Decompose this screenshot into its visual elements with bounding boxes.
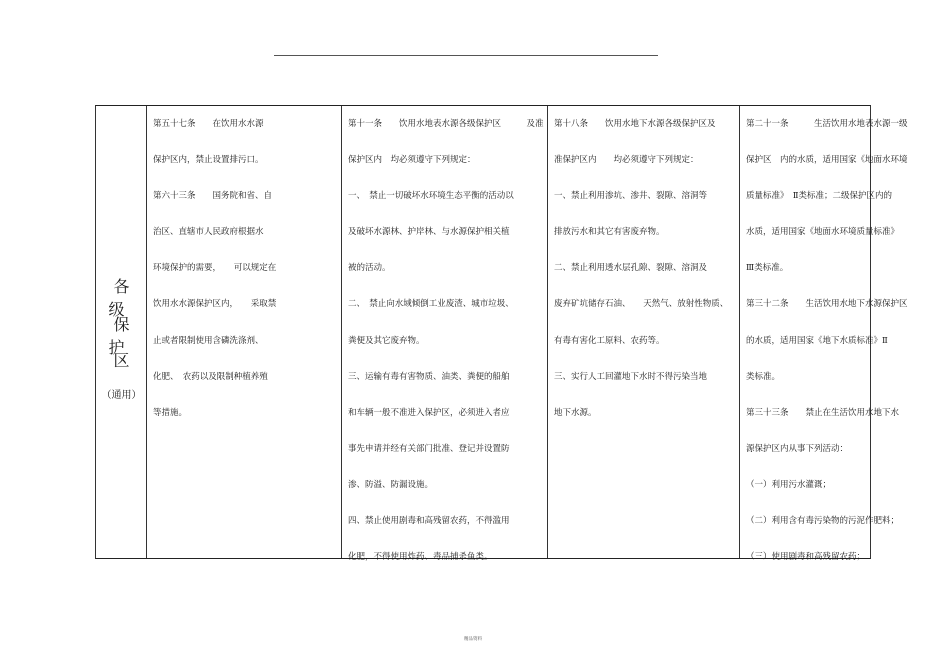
page-footer: 精品资料: [464, 637, 482, 642]
text-line: （三）使用剧毒和高残留农药；: [746, 552, 866, 563]
text-line: 环境保护的需要， 可以规定在: [153, 263, 277, 274]
text-line: （一）利用污水灌溉；: [746, 479, 832, 490]
text-line: 四、禁止使用剧毒和高残留农药，不得滥用: [348, 516, 510, 527]
section-heading-line-3: 区: [113, 351, 140, 370]
text-line: 源保护区内从事下列活动：: [746, 443, 849, 454]
text-line: 粪便及其它废弃物。: [348, 335, 425, 346]
text-line: 保护区内 均必须遵守下列规定：: [348, 155, 476, 166]
text-line: 饮用水水源保护区内， 采取禁: [153, 299, 277, 310]
text-line: 二、 禁止向水域倾倒工业废渣、城市垃圾、: [348, 299, 514, 310]
text-line: 保护区 内的水质，适用国家《地面水环境: [746, 155, 908, 166]
text-line: 化肥、 农药以及限制种植养殖: [153, 371, 268, 382]
column-1-text: [153, 117, 339, 442]
text-line: 事先申请并经有关部门批准、登记并设置防: [348, 443, 510, 454]
text-line: （二）利用含有毒污染物的污泥作肥料；: [746, 516, 900, 527]
header-rule: [274, 55, 658, 56]
text-line: 质量标准》 Ⅱ类标准；二级保护区内的: [746, 191, 893, 202]
column-4-text: [746, 117, 908, 586]
text-line: 化肥，不得使用炸药、毒品捕杀鱼类。: [348, 552, 493, 563]
section-heading-line-1: 各 级: [108, 277, 140, 319]
column-3-text: [554, 117, 737, 442]
text-line: 止或者限制使用含磷洗涤剂、: [153, 335, 264, 346]
regulation-table: [95, 105, 908, 563]
text-line: 一、 禁止一切破坏水环境生态平衡的活动以: [348, 191, 514, 202]
text-line: 被的活动。: [348, 263, 391, 274]
text-line: 二、禁止利用透水层孔隙、裂隙、溶洞及: [554, 263, 708, 274]
text-line: 地下水源。: [554, 407, 597, 418]
regulation-column-4: [740, 106, 908, 563]
section-heading-cell: [96, 106, 147, 558]
text-line: 和车辆一般不准进入保护区，必须进入者应: [348, 407, 510, 418]
text-line: 等措施。: [153, 407, 188, 418]
column-2-text: [348, 117, 545, 586]
text-line: 水质，适用国家《地面水环境质量标准》: [746, 227, 900, 238]
text-line: 保护区内，禁止设置排污口。: [153, 155, 264, 166]
text-line: 的水质，适用国家《地下水质标准》Ⅱ: [746, 335, 888, 346]
text-line: Ⅲ类标准。: [746, 263, 789, 274]
regulation-column-1: [147, 106, 342, 558]
text-line: 准保护区内 均必须遵守下列规定：: [554, 155, 699, 166]
text-line: 三、实行人工回灌地下水时不得污染当地: [554, 371, 708, 382]
text-line: 三、运输有毒有害物质、油类、粪便的船舶: [348, 371, 510, 382]
text-line: 废弃矿坑储存石油、 天然气、放射性物质、: [554, 299, 729, 310]
text-line: 有毒有害化工原料、农药等。: [554, 335, 665, 346]
regulation-column-2: [342, 106, 548, 563]
text-line: 一、禁止利用渗坑、渗井、裂隙、溶洞等: [554, 191, 708, 202]
regulation-column-3: [548, 106, 740, 558]
text-line: 第六十三条 国务院和省、自: [153, 191, 273, 202]
text-line: 第三十三条 禁止在生活饮用水地下水: [746, 407, 900, 418]
section-heading-line-2: 保 护: [108, 315, 140, 357]
text-line: 第二十一条 生活饮用水地表水源一级: [746, 119, 908, 129]
text-line: 治区、直辖市人民政府根据水: [153, 227, 264, 238]
text-line: 第三十二条 生活饮用水地下水源保护区: [746, 299, 908, 310]
text-line: 第十八条 饮用水地下水源各级保护区及: [554, 119, 716, 129]
text-line: 第五十七条 在饮用水水源: [153, 119, 264, 129]
section-heading-note: （通用）: [101, 390, 142, 401]
text-line: 及破坏水源林、护岸林、与水源保护相关植: [348, 227, 510, 238]
text-line: 排放污水和其它有害废弃物。: [554, 227, 665, 238]
text-line: 类标准。: [746, 371, 781, 382]
text-line: 第十一条 饮用水地表水源各级保护区 及准: [348, 119, 544, 129]
text-line: 渗、防溢、防漏设施。: [348, 479, 434, 490]
